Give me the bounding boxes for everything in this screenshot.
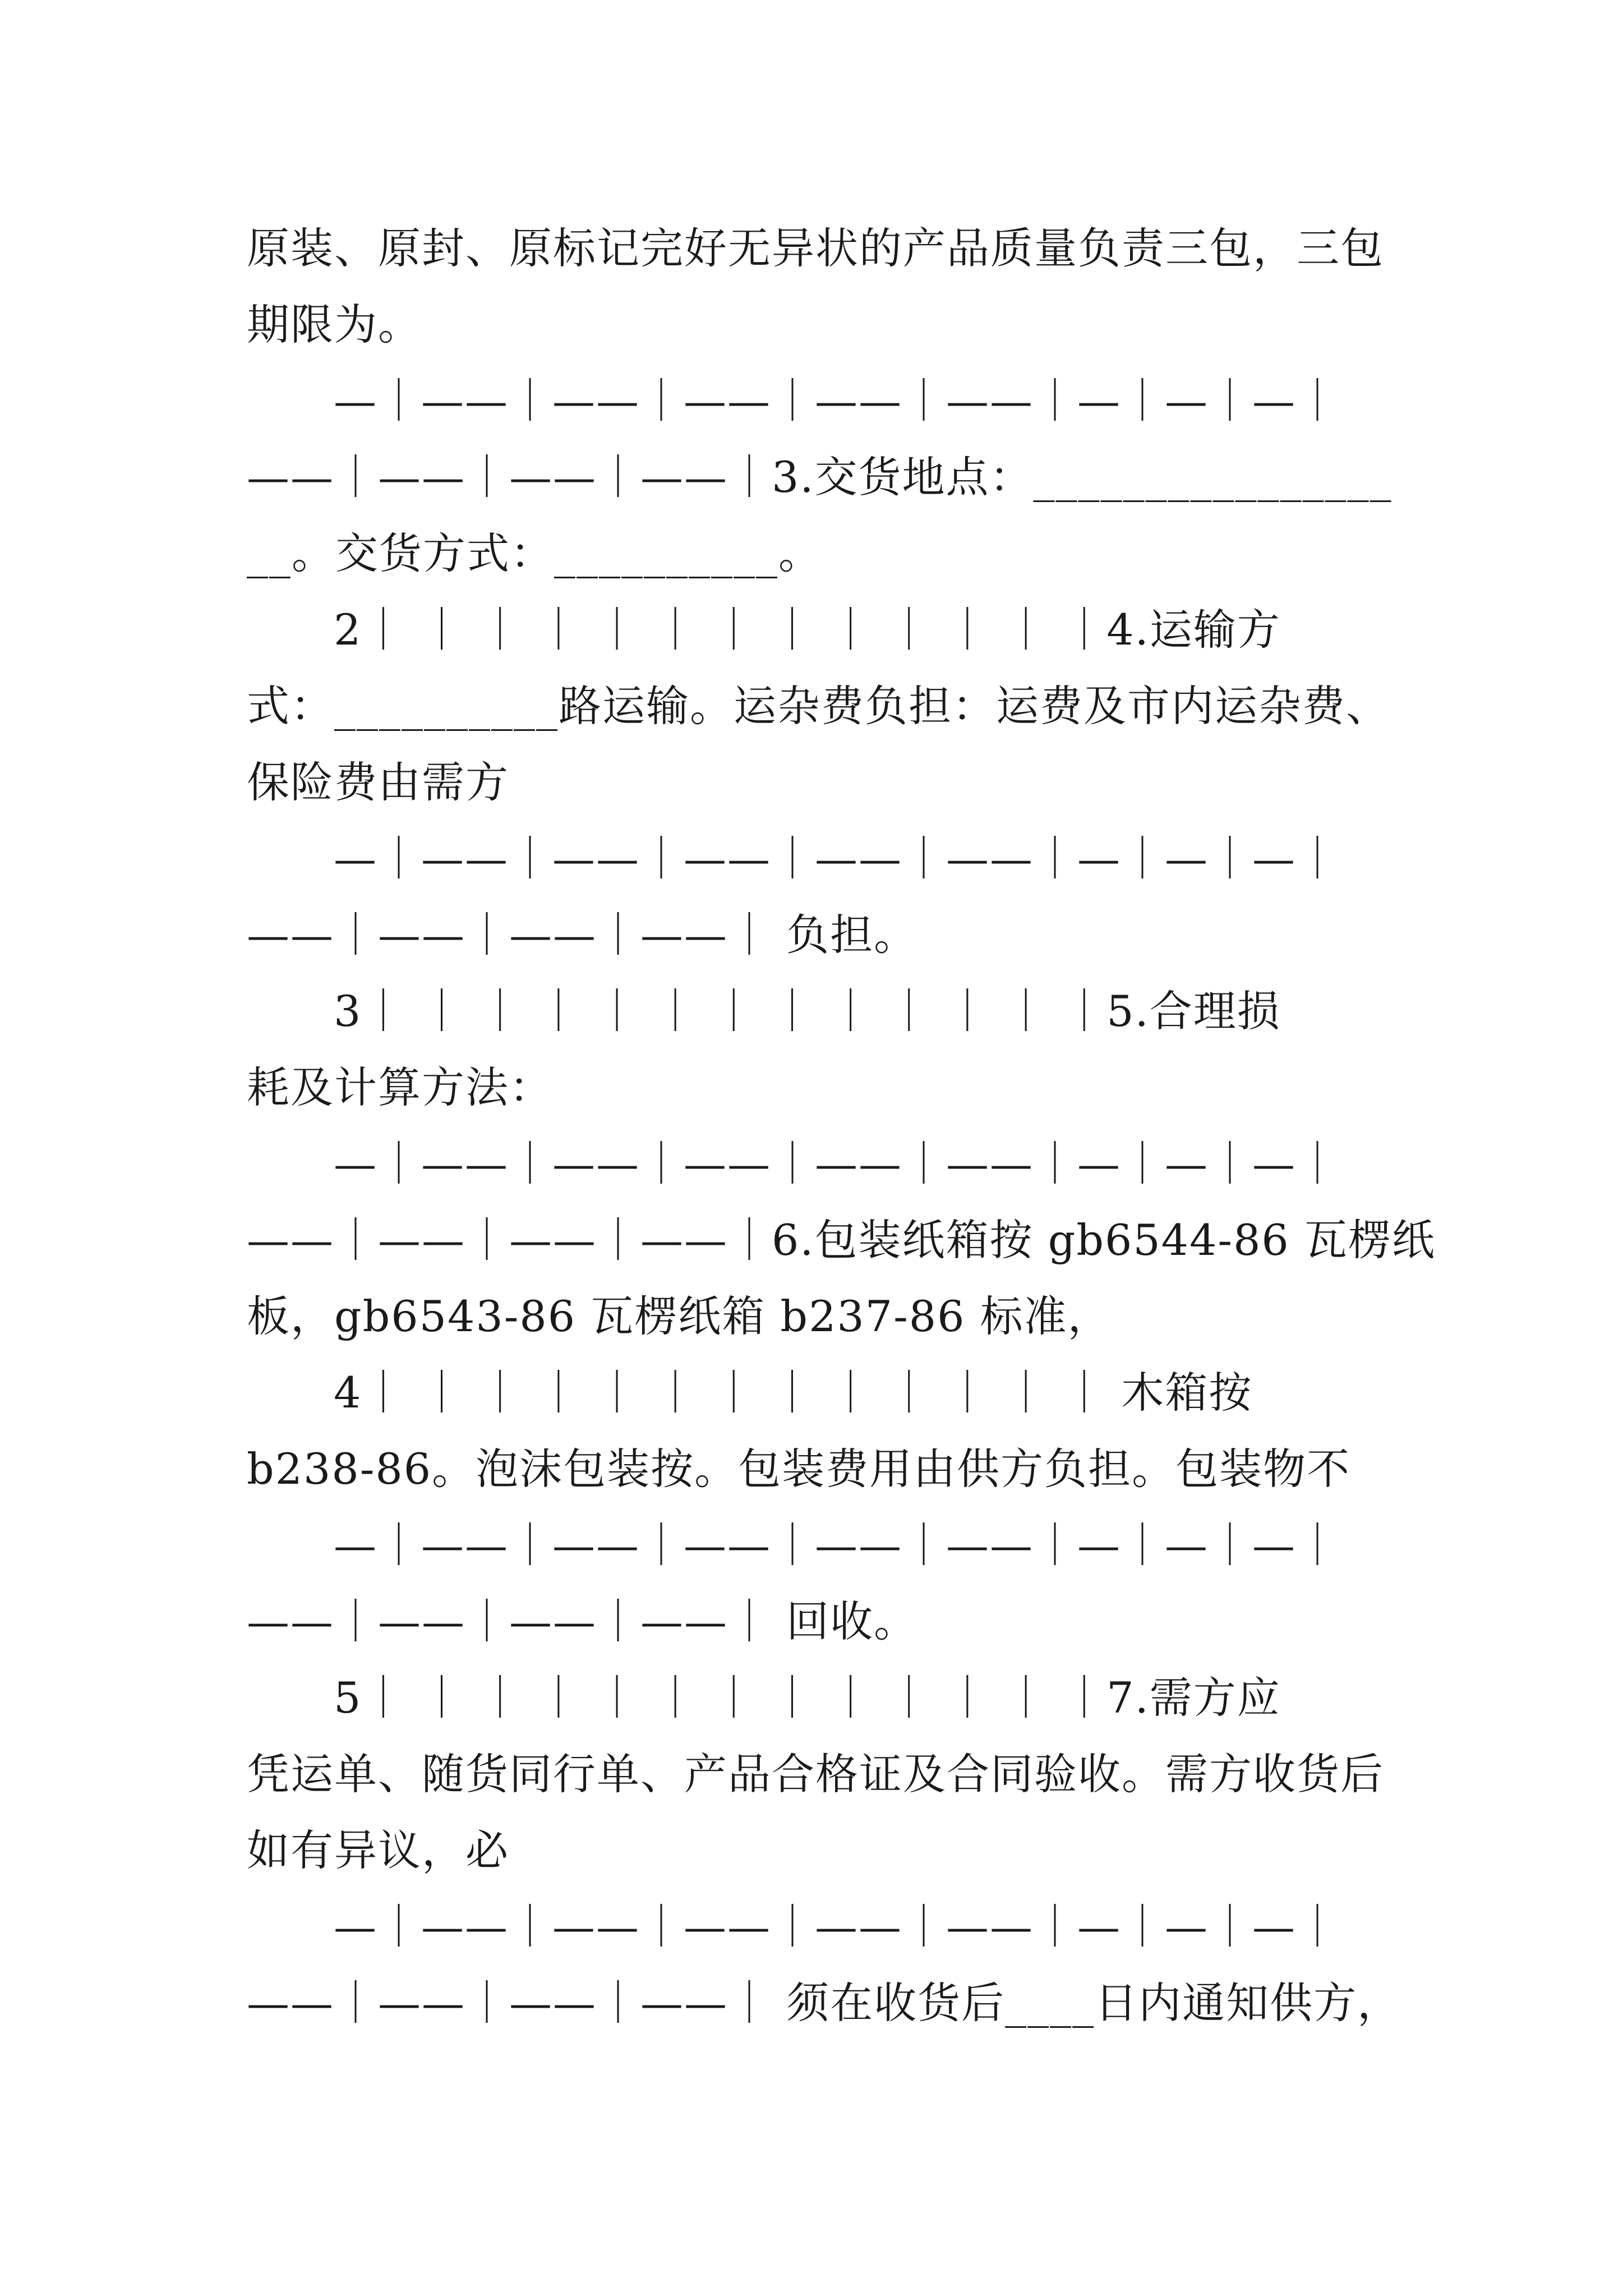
- table-row-line: 4｜ ｜ ｜ ｜ ｜ ｜ ｜ ｜ ｜ ｜ ｜ ｜ ｜ 木箱按: [334, 1368, 1253, 1418]
- text-line: 如有异议，必: [247, 1825, 509, 1875]
- text-line: 原装、原封、原标记完好无异状的产品质量负责三包，三包: [247, 223, 1384, 273]
- text-line: b238-86。泡沫包装按。包装费用由供方负担。包装物不: [247, 1444, 1351, 1494]
- table-rule-line: —｜——｜——｜——｜——｜——｜—｜—｜—｜: [334, 834, 1340, 884]
- table-rule-line: —｜——｜——｜——｜——｜——｜—｜—｜—｜: [334, 1139, 1340, 1189]
- text-line: 式：__________路运输。运杂费负担：运费及市内运杂费、: [247, 681, 1390, 731]
- table-row-line: 2｜ ｜ ｜ ｜ ｜ ｜ ｜ ｜ ｜ ｜ ｜ ｜ ｜4.运输方: [334, 605, 1281, 655]
- table-rule-line: —｜——｜——｜——｜——｜——｜—｜—｜—｜: [334, 1520, 1340, 1570]
- text-line: ——｜——｜——｜——｜ 回收。: [247, 1596, 918, 1646]
- text-line: ——｜——｜——｜——｜ 负担。: [247, 910, 918, 960]
- table-rule-line: —｜——｜——｜——｜——｜——｜—｜—｜—｜: [334, 376, 1340, 426]
- text-line: ——｜——｜——｜——｜6.包装纸箱按 gb6544-86 瓦楞纸: [247, 1215, 1436, 1265]
- text-line: ——｜——｜——｜——｜3.交货地点：________________: [247, 452, 1393, 502]
- table-row-line: 3｜ ｜ ｜ ｜ ｜ ｜ ｜ ｜ ｜ ｜ ｜ ｜ ｜5.合理损: [334, 986, 1281, 1036]
- text-line: 期限为。: [247, 300, 422, 349]
- text-line: 凭运单、随货同行单、产品合格证及合同验收。需方收货后: [247, 1749, 1384, 1799]
- text-line: ——｜——｜——｜——｜ 须在收货后____日内通知供方，: [247, 1978, 1401, 2028]
- document-body: [247, 210, 1436, 2041]
- text-line: 保险费由需方: [247, 757, 509, 807]
- text-line: 耗及计算方法：: [247, 1062, 553, 1112]
- text-line: 板，gb6543-86 瓦楞纸箱 b237-86 标准，: [247, 1291, 1112, 1341]
- table-row-line: 5｜ ｜ ｜ ｜ ｜ ｜ ｜ ｜ ｜ ｜ ｜ ｜ ｜7.需方应: [334, 1673, 1281, 1723]
- table-rule-line: —｜——｜——｜——｜——｜——｜—｜—｜—｜: [334, 1902, 1340, 1952]
- text-line: __。交货方式：__________。: [247, 528, 822, 578]
